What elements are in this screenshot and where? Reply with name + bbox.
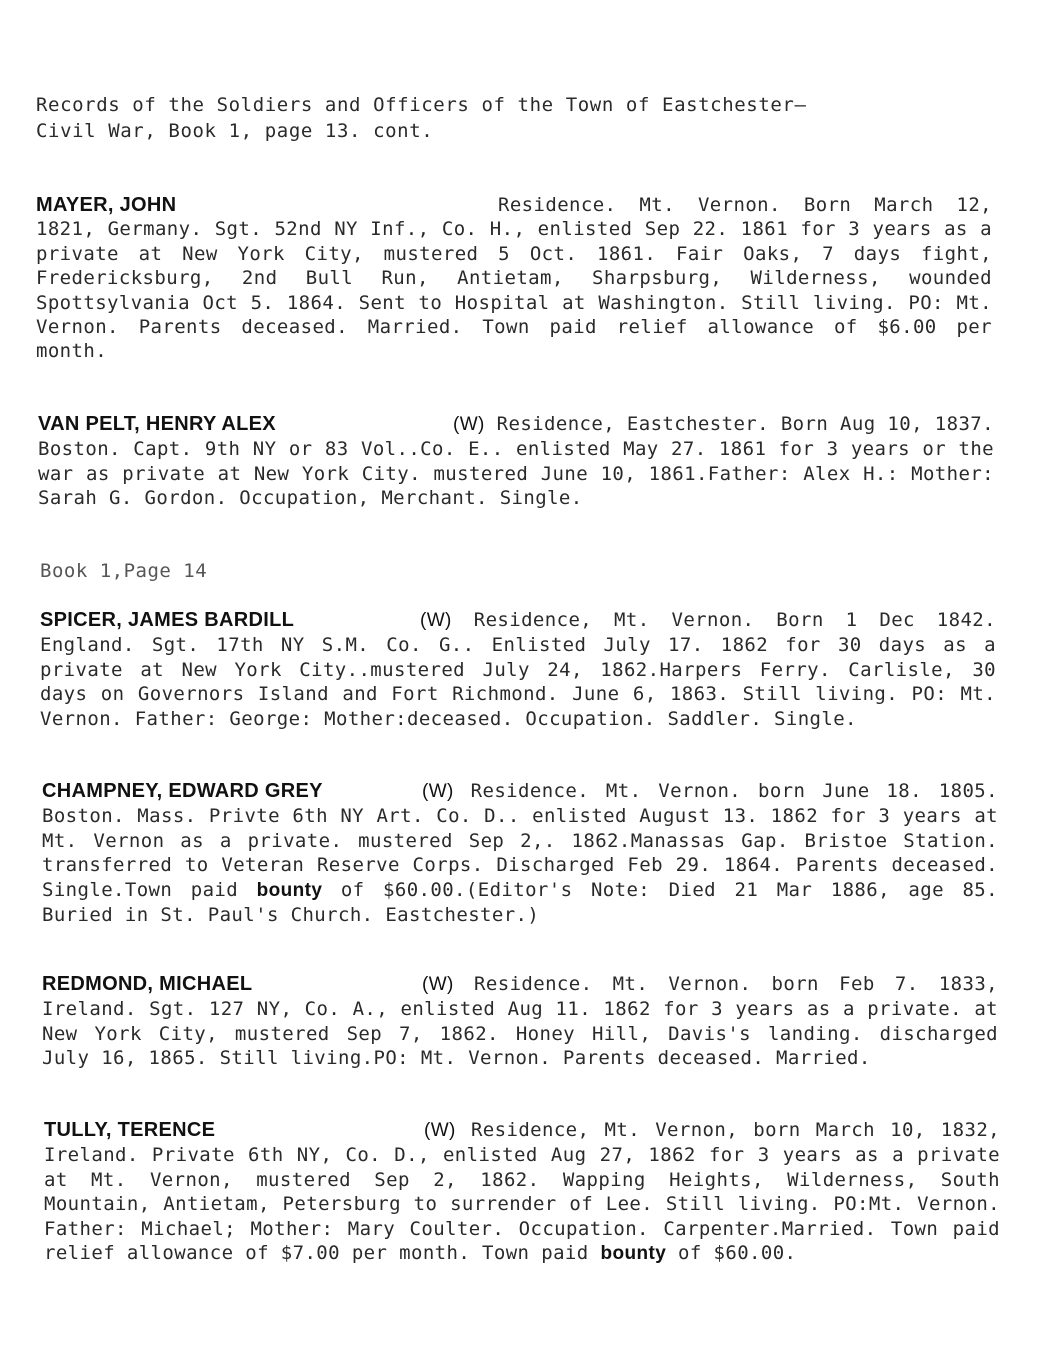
war-flag: (W) (422, 974, 454, 995)
soldier-name: MAYER, JOHN (36, 194, 177, 216)
entry-text: Residence, Mt. Vernon. Born 1 Dec 1842. England. Sgt. 17th NY S.M. Co. G.. Enlisted July 17. 1862 for 30 days as a private at New York City..mustered July 24, 1862.Harpers Ferry. Carlisle, 30 days on Governors Island and Fort Richmond. June 6, 1863. Still living. PO: Mt. Vernon. Father: George: Mother:deceased. Occupation. Saddler. Single. (40, 609, 996, 730)
soldier-name: SPICER, JAMES BARDILL (40, 609, 295, 631)
soldier-name: VAN PELT, HENRY ALEX (38, 413, 276, 435)
entry-text: Residence. Mt. Vernon. Born March 12, 1821, Germany. Sgt. 52nd NY Inf., Co. H., enlisted Sep 22. 1861 for 3 years as a private at New York City, mustered 5 Oct. 1861. Fair Oaks, 7 days fight, Fredericksburg, 2nd Bull Run, Antietam, Sharpsburg, Wilderness, wounded Spottsylvania Oct 5. 1864. Sent to Hospital at Washington. Still living. PO: Mt. Vernon. Parents deceased. Married. Town paid relief allowance of $6.00 per month. (36, 194, 992, 363)
soldier-entry (40, 608, 996, 731)
document-header (36, 92, 996, 144)
header-line-2: Civil War, Book 1, page 13. cont. (36, 120, 434, 142)
entry-text: Residence, Eastchester. Born Aug 10, 1837. Boston. Capt. 9th NY or 83 Vol..Co. E.. enlisted May 27. 1861 for 3 years or the war as private at New York City. mustered June 10, 1861.Father: Alex H.: Mother: Sarah G. Gordon. Occupation, Merchant. Single. (38, 413, 994, 510)
soldier-entry (38, 412, 994, 511)
soldier-entry (42, 972, 998, 1071)
entry-text-continued: of $60.00.(Editor's Note: Died 21 Mar 1886, age 85. Buried in St. Paul's Church. Eastchester.) (42, 878, 998, 927)
book-page-note: Book 1,Page 14 (40, 560, 208, 582)
bounty-word: bounty (600, 1243, 667, 1265)
soldier-entry (36, 193, 992, 364)
soldier-name: REDMOND, MICHAEL (42, 973, 253, 995)
soldier-entry (44, 1118, 1000, 1266)
entry-text-continued: of $60.00. (666, 1242, 797, 1265)
entry-text: Residence. Mt. Vernon. born June 18. 1805. Boston. Mass. Privte 6th NY Art. Co. D.. enlisted August 13. 1862 for 3 years at Mt. Vernon as a private. mustered Sep 2,. 1862.Manassas Gap. Bristoe Station. transferred to Veteran Reserve Corps. Discharged Feb 29. 1864. Parents deceased. Single.Town paid (42, 780, 998, 901)
war-flag: (W) (422, 781, 454, 802)
war-flag: (W) (420, 610, 452, 631)
soldier-name: TULLY, TERENCE (44, 1119, 216, 1141)
soldier-name: CHAMPNEY, EDWARD GREY (42, 780, 323, 802)
war-flag: (W) (453, 414, 485, 435)
entry-text: Residence, Mt. Vernon, born March 10, 1832, Ireland. Private 6th NY, Co. D., enlisted Aug 27, 1862 for 3 years as a private at Mt. Vernon, mustered Sep 2, 1862. Wapping Heights, Wilderness, South Mountain, Antietam, Petersburg to surrender of Lee. Still living. PO:Mt. Vernon. Father: Michael; Mother: Mary Coulter. Occupation. Carpenter.Married. Town paid relief allowance of $7.00 per month. Town paid (44, 1119, 1000, 1265)
header-line-1: Records of the Soldiers and Officers of the Town of Eastchester— (36, 94, 807, 116)
soldier-entry (42, 779, 998, 927)
bounty-word: bounty (256, 879, 323, 901)
entry-text: Residence. Mt. Vernon. born Feb 7. 1833, Ireland. Sgt. 127 NY, Co. A., enlisted Aug 11. 1862 for 3 years as a private. at New York City, mustered Sep 7, 1862. Honey Hill, Davis's landing. discharged July 16, 1865. Still living.PO: Mt. Vernon. Parents deceased. Married. (42, 973, 999, 1070)
war-flag: (W) (424, 1120, 456, 1141)
